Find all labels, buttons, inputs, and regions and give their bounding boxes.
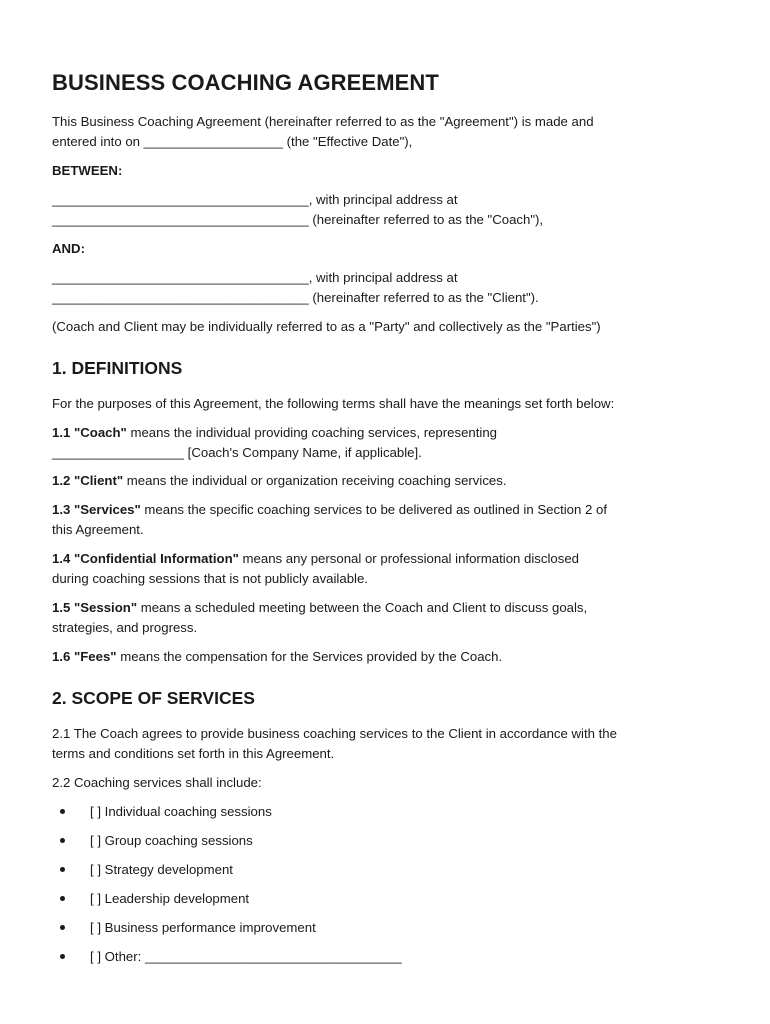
definition-services bbox=[52, 500, 607, 539]
section-2-heading: 2. SCOPE OF SERVICES bbox=[52, 688, 255, 708]
definition-client bbox=[52, 471, 507, 491]
client-party-line-1: ___________________________________, with principal address at bbox=[52, 270, 458, 285]
intro-line-1: This Business Coaching Agreement (hereinafter referred to as the "Agreement") is made and bbox=[52, 114, 594, 129]
clause-2-2: 2.2 Coaching services shall include: bbox=[52, 775, 262, 790]
bullet-icon bbox=[60, 896, 65, 901]
bullet-icon bbox=[60, 954, 65, 959]
intro-paragraph bbox=[52, 112, 594, 151]
definition-coach bbox=[52, 423, 497, 462]
document-title: BUSINESS COACHING AGREEMENT bbox=[52, 70, 439, 95]
bullet-icon bbox=[60, 809, 65, 814]
definition-term: 1.6 "Fees" bbox=[52, 649, 117, 664]
definition-text: means the compensation for the Services provided by the Coach. bbox=[116, 649, 503, 664]
definition-term: 1.3 "Services" bbox=[52, 502, 141, 517]
definition-text-continued: strategies, and progress. bbox=[52, 619, 198, 635]
bullet-icon bbox=[60, 867, 65, 872]
coach-party-line-2: ___________________________________ (hereinafter referred to as the "Coach"), bbox=[52, 211, 544, 227]
definitions-lead: For the purposes of this Agreement, the following terms shall have the meanings set forth below: bbox=[52, 396, 615, 411]
definition-text: means the individual or organization receiving coaching services. bbox=[123, 473, 507, 488]
definition-confidential-information bbox=[52, 549, 579, 588]
client-party-line-2: ___________________________________ (hereinafter referred to as the "Client"). bbox=[52, 289, 539, 305]
definition-text: means a scheduled meeting between the Coach and Client to discuss goals, bbox=[137, 600, 588, 615]
clause-2-1-line-2: terms and conditions set forth in this Agreement. bbox=[52, 745, 335, 761]
definition-fees bbox=[52, 647, 502, 667]
clause-2-1-line-1: 2.1 The Coach agrees to provide business coaching services to the Client in accordance with the bbox=[52, 726, 617, 741]
coach-party-block bbox=[52, 190, 543, 229]
definition-term: 1.1 "Coach" bbox=[52, 425, 127, 440]
service-option-label: [ ] Business performance improvement bbox=[90, 920, 316, 935]
and-label: AND: bbox=[52, 241, 85, 256]
service-option-label: [ ] Strategy development bbox=[90, 862, 233, 877]
service-option-label: [ ] Other: ___________________________________ bbox=[90, 949, 402, 964]
definition-term: 1.4 "Confidential Information" bbox=[52, 551, 239, 566]
service-option-label: [ ] Group coaching sessions bbox=[90, 833, 253, 848]
definition-text-continued: __________________ [Coach's Company Name, if applicable]. bbox=[52, 444, 422, 460]
definition-session bbox=[52, 598, 587, 637]
bullet-icon bbox=[60, 925, 65, 930]
bullet-icon bbox=[60, 838, 65, 843]
service-option-label: [ ] Individual coaching sessions bbox=[90, 804, 272, 819]
definition-text: means the individual providing coaching services, representing bbox=[126, 425, 498, 440]
definition-text: means the specific coaching services to be delivered as outlined in Section 2 of bbox=[140, 502, 607, 517]
definition-text: means any personal or professional information disclosed bbox=[238, 551, 580, 566]
definition-term: 1.2 "Client" bbox=[52, 473, 124, 488]
section-1-heading: 1. DEFINITIONS bbox=[52, 358, 183, 378]
definition-text-continued: this Agreement. bbox=[52, 521, 144, 537]
service-option-label: [ ] Leadership development bbox=[90, 891, 250, 906]
intro-line-2: entered into on ___________________ (the "Effective Date"), bbox=[52, 133, 413, 149]
definition-term: 1.5 "Session" bbox=[52, 600, 138, 615]
client-party-block bbox=[52, 268, 539, 307]
clause-2-1 bbox=[52, 724, 617, 763]
definition-text-continued: during coaching sessions that is not publicly available. bbox=[52, 570, 368, 586]
parties-note: (Coach and Client may be individually referred to as a "Party" and collectively as the "Parties") bbox=[52, 319, 601, 334]
coach-party-line-1: ___________________________________, with principal address at bbox=[52, 192, 458, 207]
between-label: BETWEEN: bbox=[52, 163, 123, 178]
